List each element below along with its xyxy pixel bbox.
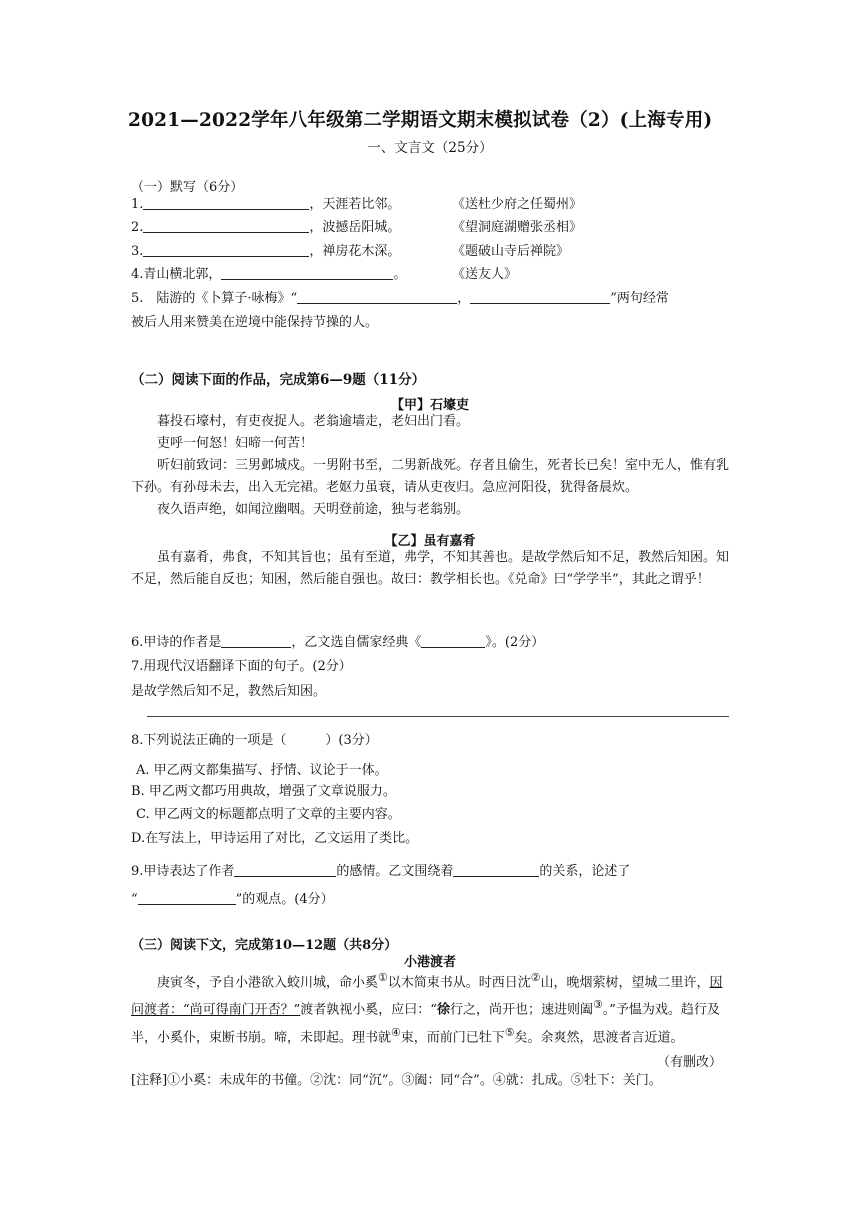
- section-heading: 一、文言文（25分）: [367, 140, 493, 156]
- jia-poem: [131, 411, 729, 521]
- annotations: [注释]①小奚：未成年的书僮。②沈：同“沉”。③阖：同“合”。④就：扎成。⑤牡下：关门。: [131, 1073, 662, 1088]
- page-title: 2021—2022学年八年级第二学期语文期末模拟试卷（2）(上海专用): [128, 110, 713, 131]
- jia-title: 【甲】石壕吏: [390, 398, 469, 413]
- question-7-sentence: 是故学然后知不足，教然后知困。: [131, 684, 327, 699]
- answer-blank[interactable]: [453, 862, 539, 877]
- yi-title: 【乙】虽有嘉肴: [384, 534, 476, 549]
- source-note: （有删改）: [657, 1055, 723, 1070]
- jia-line: 听妇前致词：三男邺城戍。一男附书至，二男新战死。存者且偷生，死者长已矣！室中无人，惟有乳下孙。有孙母未去，出入无完裙。老妪力虽衰，请从吏夜归。急应河阳役，犹得备晨炊。: [131, 458, 730, 495]
- option-a[interactable]: A. 甲乙两文都集描写、抒情、议论于一体。: [136, 763, 388, 778]
- question-7: 7.用现代汉语翻译下面的句子。(2分）: [131, 659, 352, 674]
- part3-heading: （三）阅读下文，完成第10—12题（共8分）: [131, 938, 398, 953]
- option-b[interactable]: B. 甲乙两文都巧用典故，增强了文章说服力。: [131, 784, 396, 799]
- jia-line: 夜久语声绝，如闻泣幽咽。天明登前途，独与老翁别。: [157, 502, 470, 517]
- dictation-item-4: 4.青山横北郭， 。: [131, 267, 407, 282]
- answer-blank[interactable]: [143, 195, 309, 210]
- question-6: 6.甲诗的作者是 ，乙文选自儒家经典《 》。(2分）: [131, 635, 545, 650]
- yi-text: 虽有嘉肴，弗食，不知其旨也；虽有至道，弗学，不知其善也。是故学然后知不足，教然后知困。知不足，然后能自反也；知困，然后能自强也。故曰：教学相长也。《兑命》曰“学学半”，其此之谓乎！: [131, 550, 730, 587]
- answer-blank[interactable]: [297, 289, 457, 304]
- answer-blank[interactable]: [221, 633, 291, 648]
- part1-heading: （一）默写（6分）: [131, 180, 244, 195]
- answer-blank[interactable]: [221, 265, 393, 280]
- question-9: 9.甲诗表达了作者 的感情。乙文围绕着 的关系，论述了: [131, 864, 631, 879]
- dictation-item-3: 3. ，禅房花木深。: [131, 244, 401, 259]
- answer-blank[interactable]: [421, 633, 485, 648]
- answer-blank[interactable]: [143, 218, 309, 233]
- jia-line: 暮投石壕村，有吏夜捉人。老翁逾墙走，老妇出门看。: [157, 414, 470, 429]
- jia-line: 吏呼一何怒！妇啼一何苦！: [157, 436, 314, 451]
- answer-blank[interactable]: [138, 890, 236, 905]
- dictation-source-2: 《望洞庭湖赠张丞相》: [452, 220, 583, 235]
- option-c[interactable]: C. 甲乙两文的标题都点明了文章的主要内容。: [136, 807, 401, 822]
- dictation-source-3: 《题破山寺后禅院》: [452, 244, 570, 259]
- passage-title: 小港渡者: [403, 955, 456, 970]
- underlined-sentence: 因问渡者：“尚可得南门开否？”: [131, 975, 723, 1018]
- part2-heading: （二）阅读下面的作品，完成第6—9题（11分）: [131, 372, 426, 388]
- question-8: 8.下列说法正确的一项是（ ）(3分）: [131, 733, 378, 748]
- dictation-item-2: 2. ，波撼岳阳城。: [131, 220, 401, 235]
- question-5-cont: 被后人用来赞美在逆境中能保持节操的人。: [131, 315, 379, 330]
- question-5: 5. 陆游的《卜算子·咏梅》“ ， ”两句经常: [131, 291, 669, 306]
- dictation-source-4: 《送友人》: [452, 267, 518, 282]
- passage-text: 庚寅冬，予自小港欲入蛟川城，命小奚①以木简束书从。时西日沈②山，晚烟萦树，望城二里许，因问渡者：“尚可得南门开否？”渡者孰视小奚，应曰：“徐行之，尚开也；速进则阖③。”予愠为戏。趋行及半，小奚仆，束断书崩。啼，未即起。理书就④束，而前门已牡下⑤矣。余爽然，思渡者言近道。: [131, 971, 723, 1045]
- answer-blank[interactable]: [470, 289, 610, 304]
- option-d[interactable]: D.在写法上，甲诗运用了对比，乙文运用了类比。: [131, 831, 419, 846]
- answer-blank[interactable]: [143, 242, 309, 257]
- dictation-source-1: 《送杜少府之任蜀州》: [452, 197, 583, 212]
- dictation-item-1: 1. ，天涯若比邻。: [131, 197, 401, 212]
- question-9-cont: “ ”的观点。(4分）: [131, 892, 334, 907]
- answer-blank[interactable]: [234, 862, 336, 877]
- answer-line[interactable]: [147, 716, 729, 717]
